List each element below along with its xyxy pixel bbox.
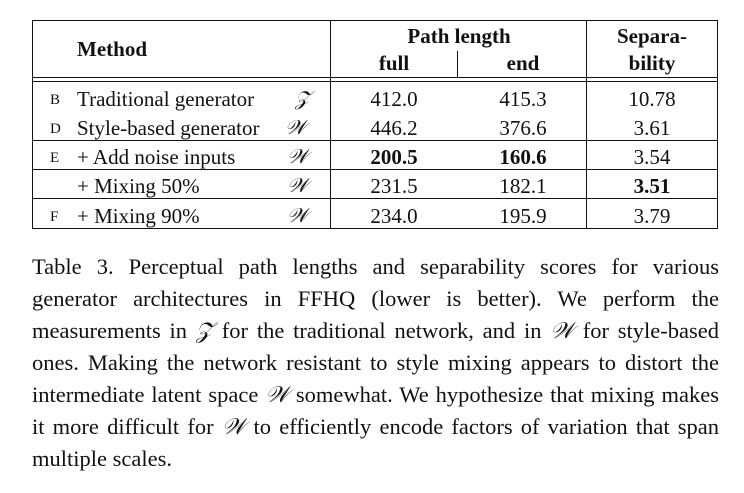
row-method: + Mixing 50% <box>77 174 200 198</box>
column-rule-full-end <box>457 51 458 77</box>
cell-end: 160.6 <box>499 145 547 169</box>
caption-text: to efficiently encode factors of variation that span multiple scales. <box>32 414 719 471</box>
cell-separability: 10.78 <box>628 87 676 111</box>
table-right-rule <box>717 20 718 229</box>
row-method: + Mixing 90% <box>77 204 200 228</box>
header-method: Method <box>77 37 147 61</box>
header-bottom-rule-1 <box>32 77 718 78</box>
header-separability: bility <box>628 51 676 75</box>
cell-full: 446.2 <box>370 116 418 140</box>
cell-separability: 3.51 <box>633 174 671 198</box>
row-id: B <box>50 92 61 108</box>
table-left-rule <box>32 20 33 229</box>
cell-separability: 3.79 <box>633 204 671 228</box>
latent-space-symbol: 𝒲 <box>287 173 308 197</box>
table-top-rule <box>32 20 718 21</box>
results-table <box>32 20 718 229</box>
cell-separability: 3.54 <box>633 145 671 169</box>
cell-separability: 3.61 <box>633 116 671 140</box>
cell-end: 182.1 <box>499 174 547 198</box>
caption-text: Table 3. Perceptual path lengths and separability scores for various generator architectures in FFHQ (lower is better). We perform the measurements in <box>32 254 719 343</box>
latent-space-symbol: 𝒵 <box>295 86 311 110</box>
header-end: end <box>506 51 540 75</box>
header-bottom-rule-2 <box>32 81 718 82</box>
column-rule-method <box>330 20 331 229</box>
table-caption <box>32 251 719 475</box>
latent-space-symbol: 𝒲 <box>285 115 306 139</box>
row-method: Style-based generator <box>77 116 260 140</box>
latent-space-symbol: 𝒲 <box>287 203 308 227</box>
header-separability: Separa- <box>617 24 687 48</box>
row-method: Traditional generator <box>77 87 255 111</box>
row-id: F <box>50 209 59 225</box>
caption-text: somewhat. We hypothesize that mixing makes it more difficult for <box>32 382 720 439</box>
table-bottom-rule <box>32 228 718 229</box>
cell-full: 412.0 <box>370 87 418 111</box>
row-rule <box>32 198 718 199</box>
row-id: D <box>50 121 61 137</box>
column-rule-path <box>586 20 587 229</box>
row-method: + Add noise inputs <box>77 145 236 169</box>
cell-full: 200.5 <box>370 145 418 169</box>
latent-space-symbol: 𝒲 <box>550 318 574 344</box>
row-id: E <box>50 150 60 166</box>
latent-space-symbol: 𝒵 <box>195 318 213 344</box>
row-rule <box>32 140 718 141</box>
cell-end: 195.9 <box>499 204 547 228</box>
header-path-length: Path length <box>407 24 511 48</box>
cell-full: 234.0 <box>370 204 418 228</box>
cell-full: 231.5 <box>370 174 418 198</box>
latent-space-symbol: 𝒲 <box>287 144 308 168</box>
cell-end: 376.6 <box>499 116 547 140</box>
row-rule <box>32 169 718 170</box>
caption-text: for the traditional network, and in <box>212 318 551 343</box>
caption-text: for style-based ones. Making the network resistant to style mixing appears to distort the intermediate latent space <box>32 318 719 407</box>
cell-end: 415.3 <box>499 87 547 111</box>
header-full: full <box>378 51 410 75</box>
latent-space-symbol: 𝒲 <box>265 382 289 408</box>
latent-space-symbol: 𝒲 <box>221 414 246 440</box>
